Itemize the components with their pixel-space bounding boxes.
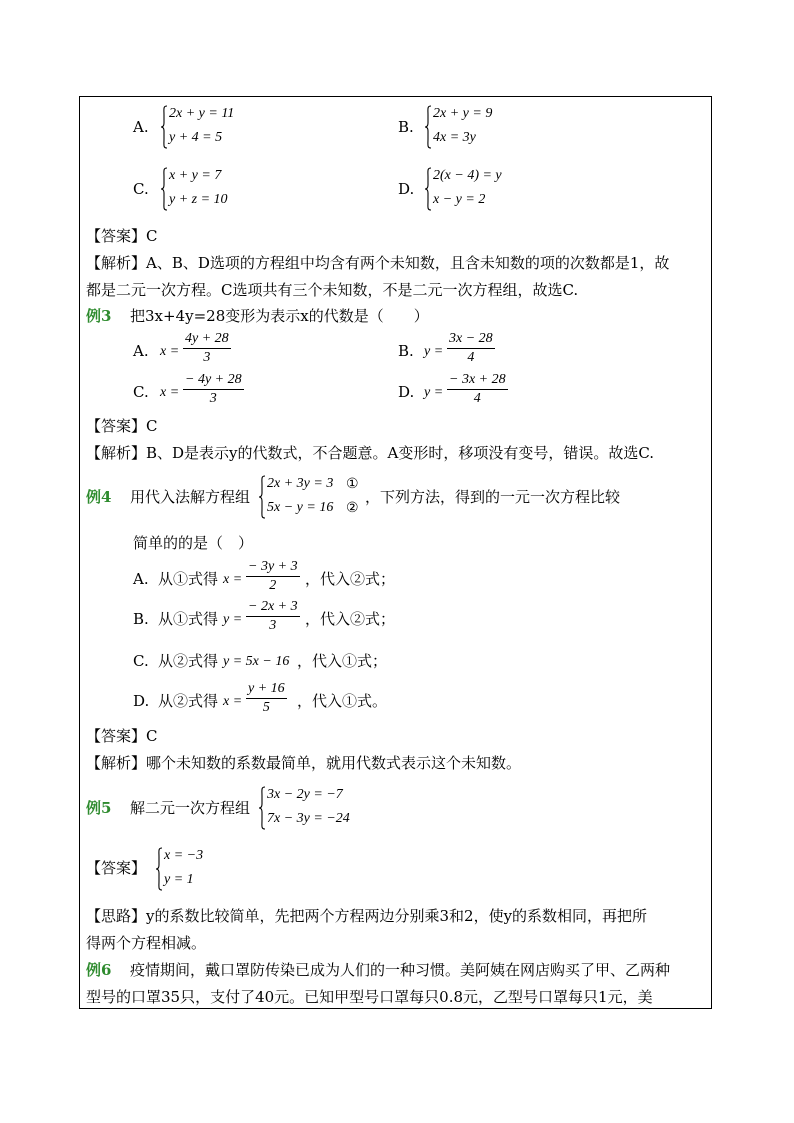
ex5-eq2: 7x − 3y = −24 xyxy=(267,811,350,826)
ex3-b-lhs: y = xyxy=(424,344,444,359)
ex3-analysis: 【解析】B、D是表示y的代数式，不合题意。A变形时，移项没有变号，错误。故选C. xyxy=(86,444,655,462)
ex5-idea-line2: 得两个方程相减。 xyxy=(86,934,207,952)
ex3-question: 把3x+4y=28变形为表示x的代数是（ ） xyxy=(130,307,429,325)
ex3-b-numerator: 3x − 28 xyxy=(447,332,495,349)
ex3-a-lhs: x = xyxy=(160,344,180,359)
ex3-b-fraction xyxy=(447,332,495,365)
ex4-b-denominator: 3 xyxy=(269,618,277,633)
ex4-d-denominator: 5 xyxy=(262,700,270,715)
brace-icon xyxy=(160,105,168,149)
ex4-eq2: 5x − y = 16 xyxy=(267,500,334,515)
ex4-d-lhs: x = xyxy=(223,694,243,709)
ex4-eq2-mark: ② xyxy=(346,500,359,516)
ex4-a-label: A. xyxy=(133,570,149,588)
q2-answer: 【答案】C xyxy=(86,227,158,245)
ex3-d-fraction xyxy=(447,373,508,406)
brace-icon xyxy=(258,475,266,519)
ex3-c-numerator: − 4y + 28 xyxy=(183,373,244,390)
ex4-b-pre: 从①式得 xyxy=(158,610,219,628)
ex3-d-label: D. xyxy=(398,383,415,401)
ex3-d-lhs: y = xyxy=(424,385,444,400)
ex6-line1: 疫情期间，戴口罩防传染已成为人们的一种习惯。美阿姨在网店购买了甲、乙两种 xyxy=(130,961,671,979)
ex3-a-numerator: 4y + 28 xyxy=(183,332,231,349)
ex4-b-fraction xyxy=(246,600,300,633)
ex4-question-line2: 简单的的是（ ） xyxy=(133,534,254,552)
option-d-eq1: 2(x − 4) = y xyxy=(433,168,502,183)
brace-icon xyxy=(424,167,432,211)
ex4-a-lhs: x = xyxy=(223,572,243,587)
ex4-a-denominator: 2 xyxy=(269,578,277,593)
ex5-answer-x: x = −3 xyxy=(164,848,204,863)
ex3-d-numerator: − 3x + 28 xyxy=(447,373,508,390)
ex3-c-denominator: 3 xyxy=(209,391,217,406)
ex4-b-numerator: − 2x + 3 xyxy=(246,600,300,617)
ex4-d-numerator: y + 16 xyxy=(246,682,287,699)
option-b-eq1: 2x + y = 9 xyxy=(433,106,493,121)
ex3-c-label: C. xyxy=(133,383,149,401)
ex6-line2: 型号的口罩35只，支付了40元。已知甲型号口罩每只0.8元，乙型号口罩每只1元，美 xyxy=(86,988,653,1006)
ex3-c-fraction xyxy=(183,373,244,406)
ex4-analysis: 【解析】哪个未知数的系数最简单，就用代数式表示这个未知数。 xyxy=(86,754,522,772)
ex3-b-label: B. xyxy=(398,342,414,360)
ex4-d-post: ，代入①式。 xyxy=(297,692,388,710)
ex3-b-denominator: 4 xyxy=(467,350,475,365)
ex4-d-pre: 从②式得 xyxy=(158,692,219,710)
brace-icon xyxy=(155,847,163,891)
ex3-tag: 例3 xyxy=(86,307,112,325)
ex3-a-denominator: 3 xyxy=(203,350,211,365)
option-a-eq2: y + 4 = 5 xyxy=(169,130,223,145)
ex3-answer: 【答案】C xyxy=(86,417,158,435)
ex4-a-pre: 从①式得 xyxy=(158,570,219,588)
q2-analysis-line1: 【解析】A、B、D选项的方程组中均含有两个未知数，且含未知数的项的次数都是1，故 xyxy=(86,254,670,272)
ex3-c-lhs: x = xyxy=(160,385,180,400)
ex4-b-lhs: y = xyxy=(223,612,243,627)
ex5-tag: 例5 xyxy=(86,799,112,817)
ex3-d-denominator: 4 xyxy=(473,391,481,406)
ex4-c-post: ，代入①式； xyxy=(297,652,388,670)
option-b-eq2: 4x = 3y xyxy=(433,130,476,145)
option-d-label: D. xyxy=(398,180,415,198)
ex4-c-pre: 从②式得 xyxy=(158,652,219,670)
option-c-label: C. xyxy=(133,180,149,198)
q2-analysis-line2: 都是二元一次方程。C选项共有三个未知数，不是二元一次方程组，故选C. xyxy=(86,281,579,299)
ex4-a-post: ，代入②式； xyxy=(305,570,396,588)
option-c-eq2: y + z = 10 xyxy=(169,192,228,207)
brace-icon xyxy=(160,167,168,211)
ex3-a-label: A. xyxy=(133,342,149,360)
brace-icon xyxy=(424,105,432,149)
option-d-eq2: x − y = 2 xyxy=(433,192,486,207)
ex4-eq1-mark: ① xyxy=(346,476,359,492)
ex4-a-numerator: − 3y + 3 xyxy=(246,560,300,577)
brace-icon xyxy=(258,786,266,830)
option-a-label: A. xyxy=(133,118,149,136)
ex5-eq1: 3x − 2y = −7 xyxy=(267,787,343,802)
ex5-answer-label: 【答案】 xyxy=(86,859,147,877)
ex5-question: 解二元一次方程组 xyxy=(130,799,251,817)
ex4-tag: 例4 xyxy=(86,488,112,506)
ex6-tag: 例6 xyxy=(86,961,112,979)
ex4-question-pre: 用代入法解方程组 xyxy=(130,488,251,506)
ex4-b-label: B. xyxy=(133,610,149,628)
option-a-eq1: 2x + y = 11 xyxy=(169,106,235,121)
ex5-idea-line1: 【思路】y的系数比较简单，先把两个方程两边分别乘3和2，使y的系数相同，再把所 xyxy=(86,907,648,925)
ex4-question-post: ，下列方法，得到的一元一次方程比较 xyxy=(365,488,621,506)
option-c-eq1: x + y = 7 xyxy=(169,168,222,183)
ex4-d-label: D. xyxy=(133,692,150,710)
ex3-a-fraction xyxy=(183,332,231,365)
ex4-c-label: C. xyxy=(133,652,149,670)
ex4-a-fraction xyxy=(246,560,300,593)
ex4-d-fraction xyxy=(246,682,287,715)
option-b-label: B. xyxy=(398,118,414,136)
ex4-eq1: 2x + 3y = 3 xyxy=(267,476,334,491)
ex4-c-expr: y = 5x − 16 xyxy=(223,654,290,669)
ex4-b-post: ，代入②式； xyxy=(305,610,396,628)
ex5-answer-y: y = 1 xyxy=(164,872,194,887)
ex4-answer: 【答案】C xyxy=(86,727,158,745)
